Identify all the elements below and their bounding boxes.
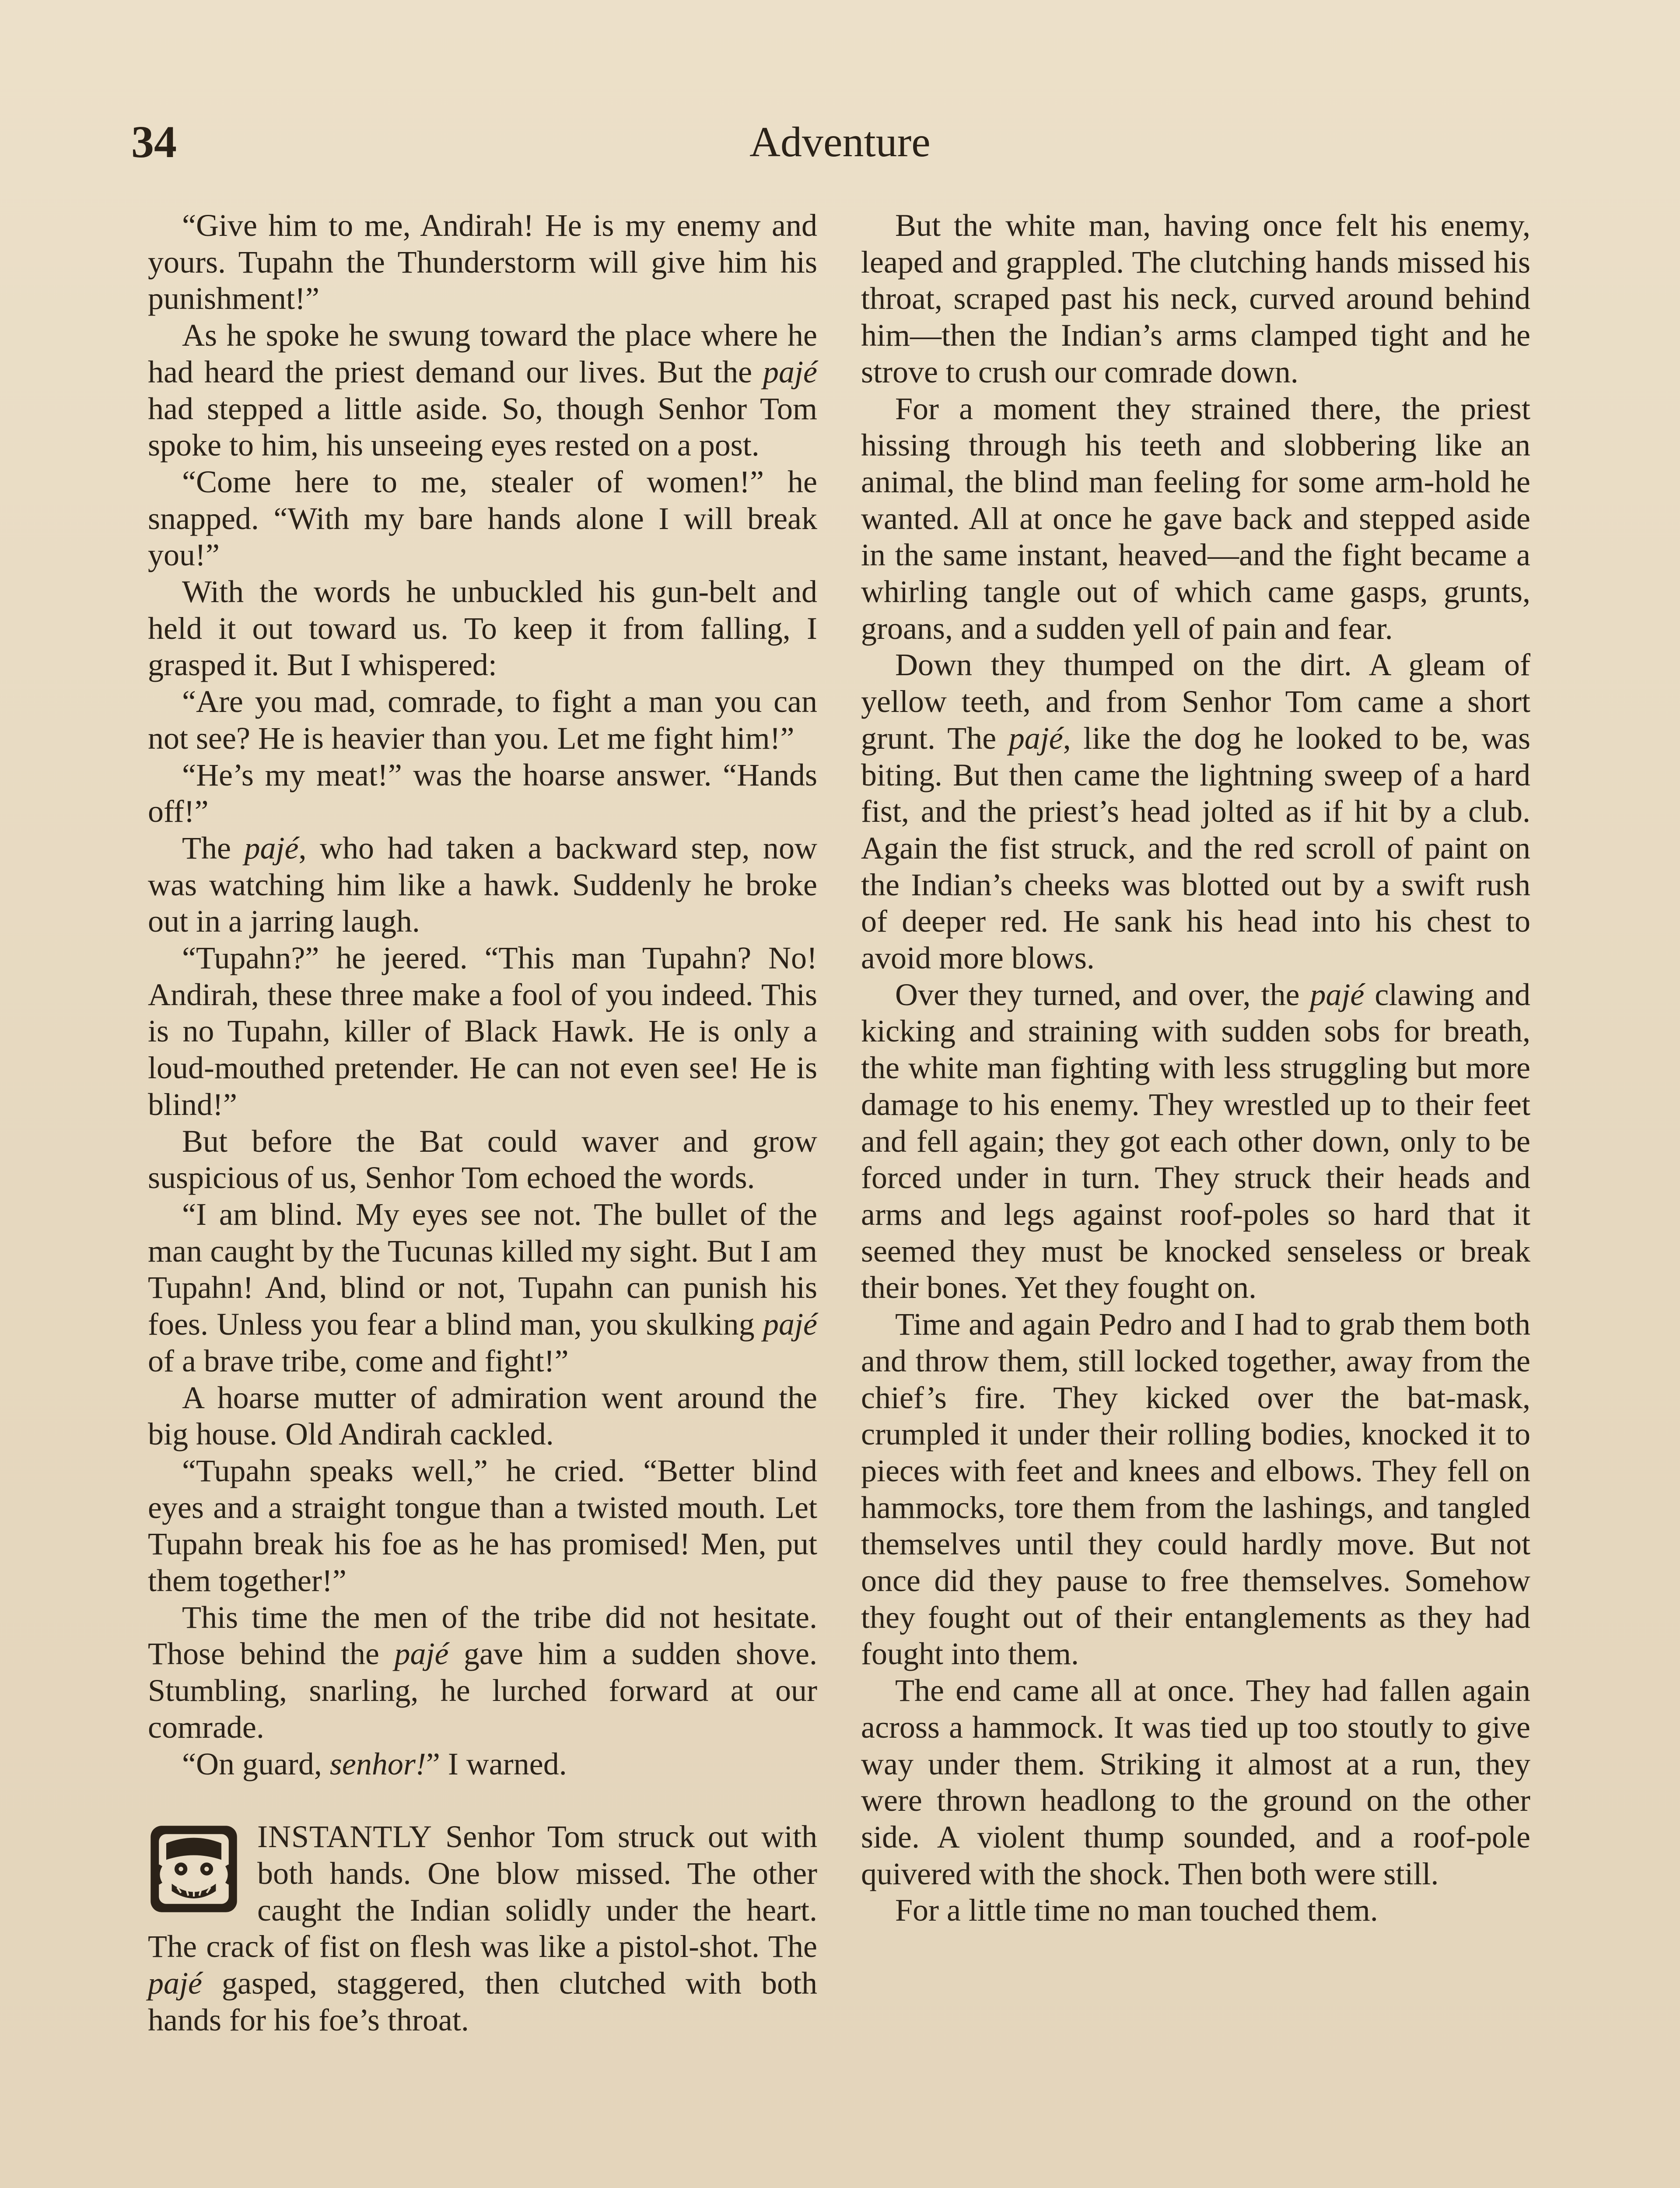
paragraph: “He’s my meat!” was the hoarse answer. “Hands off!” bbox=[148, 757, 817, 829]
paragraph: “Come here to me, stealer of women!” he snapped. “With my bare hands alone I will break you!” bbox=[148, 464, 817, 573]
paragraph: For a moment they strained there, the priest hissing through his teeth and slobbering like an animal, the blind man feeling for some arm-hold he wanted. All at once he gave back and stepped aside in the same instant, heaved—and the fight became a whirling tangle out of which came gasps, grunts, groans, and a sudden yell of pain and fear. bbox=[861, 391, 1530, 646]
paragraph: This time the men of the tribe did not hesitate. Those behind the pajé gave him a sudden shove. Stumbling, snarling, he lurched forward at our comrade. bbox=[148, 1599, 817, 1745]
paragraph: Over they turned, and over, the pajé clawing and kicking and straining with sudden sobs for breath, the white man fighting with less struggling but more damage to his enemy. They wrestled up to their feet and fell again; they got each other down, only to be forced under in turn. They struck their heads and arms and legs against roof-poles so hard that it seemed they must be knocked senseless or break their bones. Yet they fought on. bbox=[861, 977, 1531, 1305]
paragraph: “Tupahn?” he jeered. “This man Tupahn? No! Andirah, these three make a fool of you indeed. This is no Tupahn, killer of Black Hawk. He is only a loud-mouthed pretender. He can not even see! He is blind!” bbox=[148, 940, 817, 1122]
left-column bbox=[148, 207, 817, 2038]
paragraph: The end came all at once. They had fallen again across a hammock. It was tied up too stoutly to give way under them. Striking it almost at a run, they were thrown headlong to the ground on the other side. A violent thump sounded, and a roof-pole quivered with the shock. Then both were still. bbox=[861, 1673, 1530, 1891]
page-header bbox=[131, 112, 1549, 173]
right-column bbox=[861, 207, 1530, 1929]
paragraph: As he spoke he swung toward the place where he had heard the priest demand our lives. But the pajé had stepped a little aside. So, though Senhor Tom spoke to him, his unseeing eyes rested on a post. bbox=[148, 318, 817, 463]
paragraph: But before the Bat could waver and grow suspicious of us, Senhor Tom echoed the words. bbox=[148, 1123, 817, 1196]
tribal-mask-icon bbox=[148, 1823, 240, 1915]
paragraph: A hoarse mutter of admiration went around the big house. Old Andirah cackled. bbox=[148, 1380, 817, 1452]
paragraph: But the white man, having once felt his enemy, leaped and grappled. The clutching hands missed his throat, scraped past his neck, curved around behind him—then the Indian’s arms clamped tight and he strove to crush our comrade down. bbox=[861, 208, 1530, 389]
paragraph: Time and again Pedro and I had to grab them both and throw them, still locked together, away from the chief’s fire. They kicked over the bat-mask, crumpled it under their rolling bodies, knocked it to pieces with feet and knees and elbows. They fell on hammocks, tore them from the lashings, and tangled themselves until they could hardly move. But not once did they pause to free themselves. Somehow they fought out of their entanglements as they had fought into them. bbox=[861, 1307, 1530, 1672]
paragraph: “Tupahn speaks well,” he cried. “Better blind eyes and a straight tongue than a twisted mouth. Let Tupahn break his foe as he has promised! Men, put them together!” bbox=[148, 1453, 817, 1599]
page-number: 34 bbox=[131, 117, 177, 167]
paragraph: “Are you mad, comrade, to fight a man you can not see? He is heavier than you. Let me fight him!” bbox=[148, 684, 817, 756]
paragraph: “On guard, senhor!” I warned. bbox=[182, 1746, 567, 1781]
paragraph: With the words he unbuckled his gun-belt and held it out toward us. To keep it from falling, I grasped it. But I whispered: bbox=[148, 574, 817, 683]
section-break bbox=[148, 1819, 817, 2038]
paragraph: For a little time no man touched them. bbox=[895, 1893, 1378, 1928]
paragraph: The pajé, who had taken a backward step, now was watching him like a hawk. Suddenly he broke out in a jarring laugh. bbox=[148, 830, 817, 939]
running-title: Adventure bbox=[749, 119, 931, 166]
paragraph: Down they thumped on the dirt. A gleam of yellow teeth, and from Senhor Tom came a short grunt. The pajé, like the dog he looked to be, was biting. But then came the lightning sweep of a hard fist, and the priest’s head jolted as if hit by a club. Again the fist struck, and the red scroll of paint on the Indian’s cheeks was blotted out by a swift rush of deeper red. He sank his head into his chest to avoid more blows. bbox=[861, 647, 1530, 976]
paragraph: INSTANTLY Senhor Tom struck out with both hands. One blow missed. The other caught the Indian solidly under the heart. The crack of fist on flesh was like a pistol-shot. The pajé gasped, staggered, then clutched with both hands for his foe’s throat. bbox=[148, 1819, 817, 2037]
paragraph: “Give him to me, Andirah! He is my enemy and yours. Tupahn the Thunderstorm will give him his punishment!” bbox=[148, 208, 817, 316]
paragraph: “I am blind. My eyes see not. The bullet of the man caught by the Tucunas killed my sight. But I am Tupahn! And, blind or not, Tupahn can punish his foes. Unless you fear a blind man, you skulking pajé of a brave tribe, come and fight!” bbox=[148, 1196, 817, 1378]
